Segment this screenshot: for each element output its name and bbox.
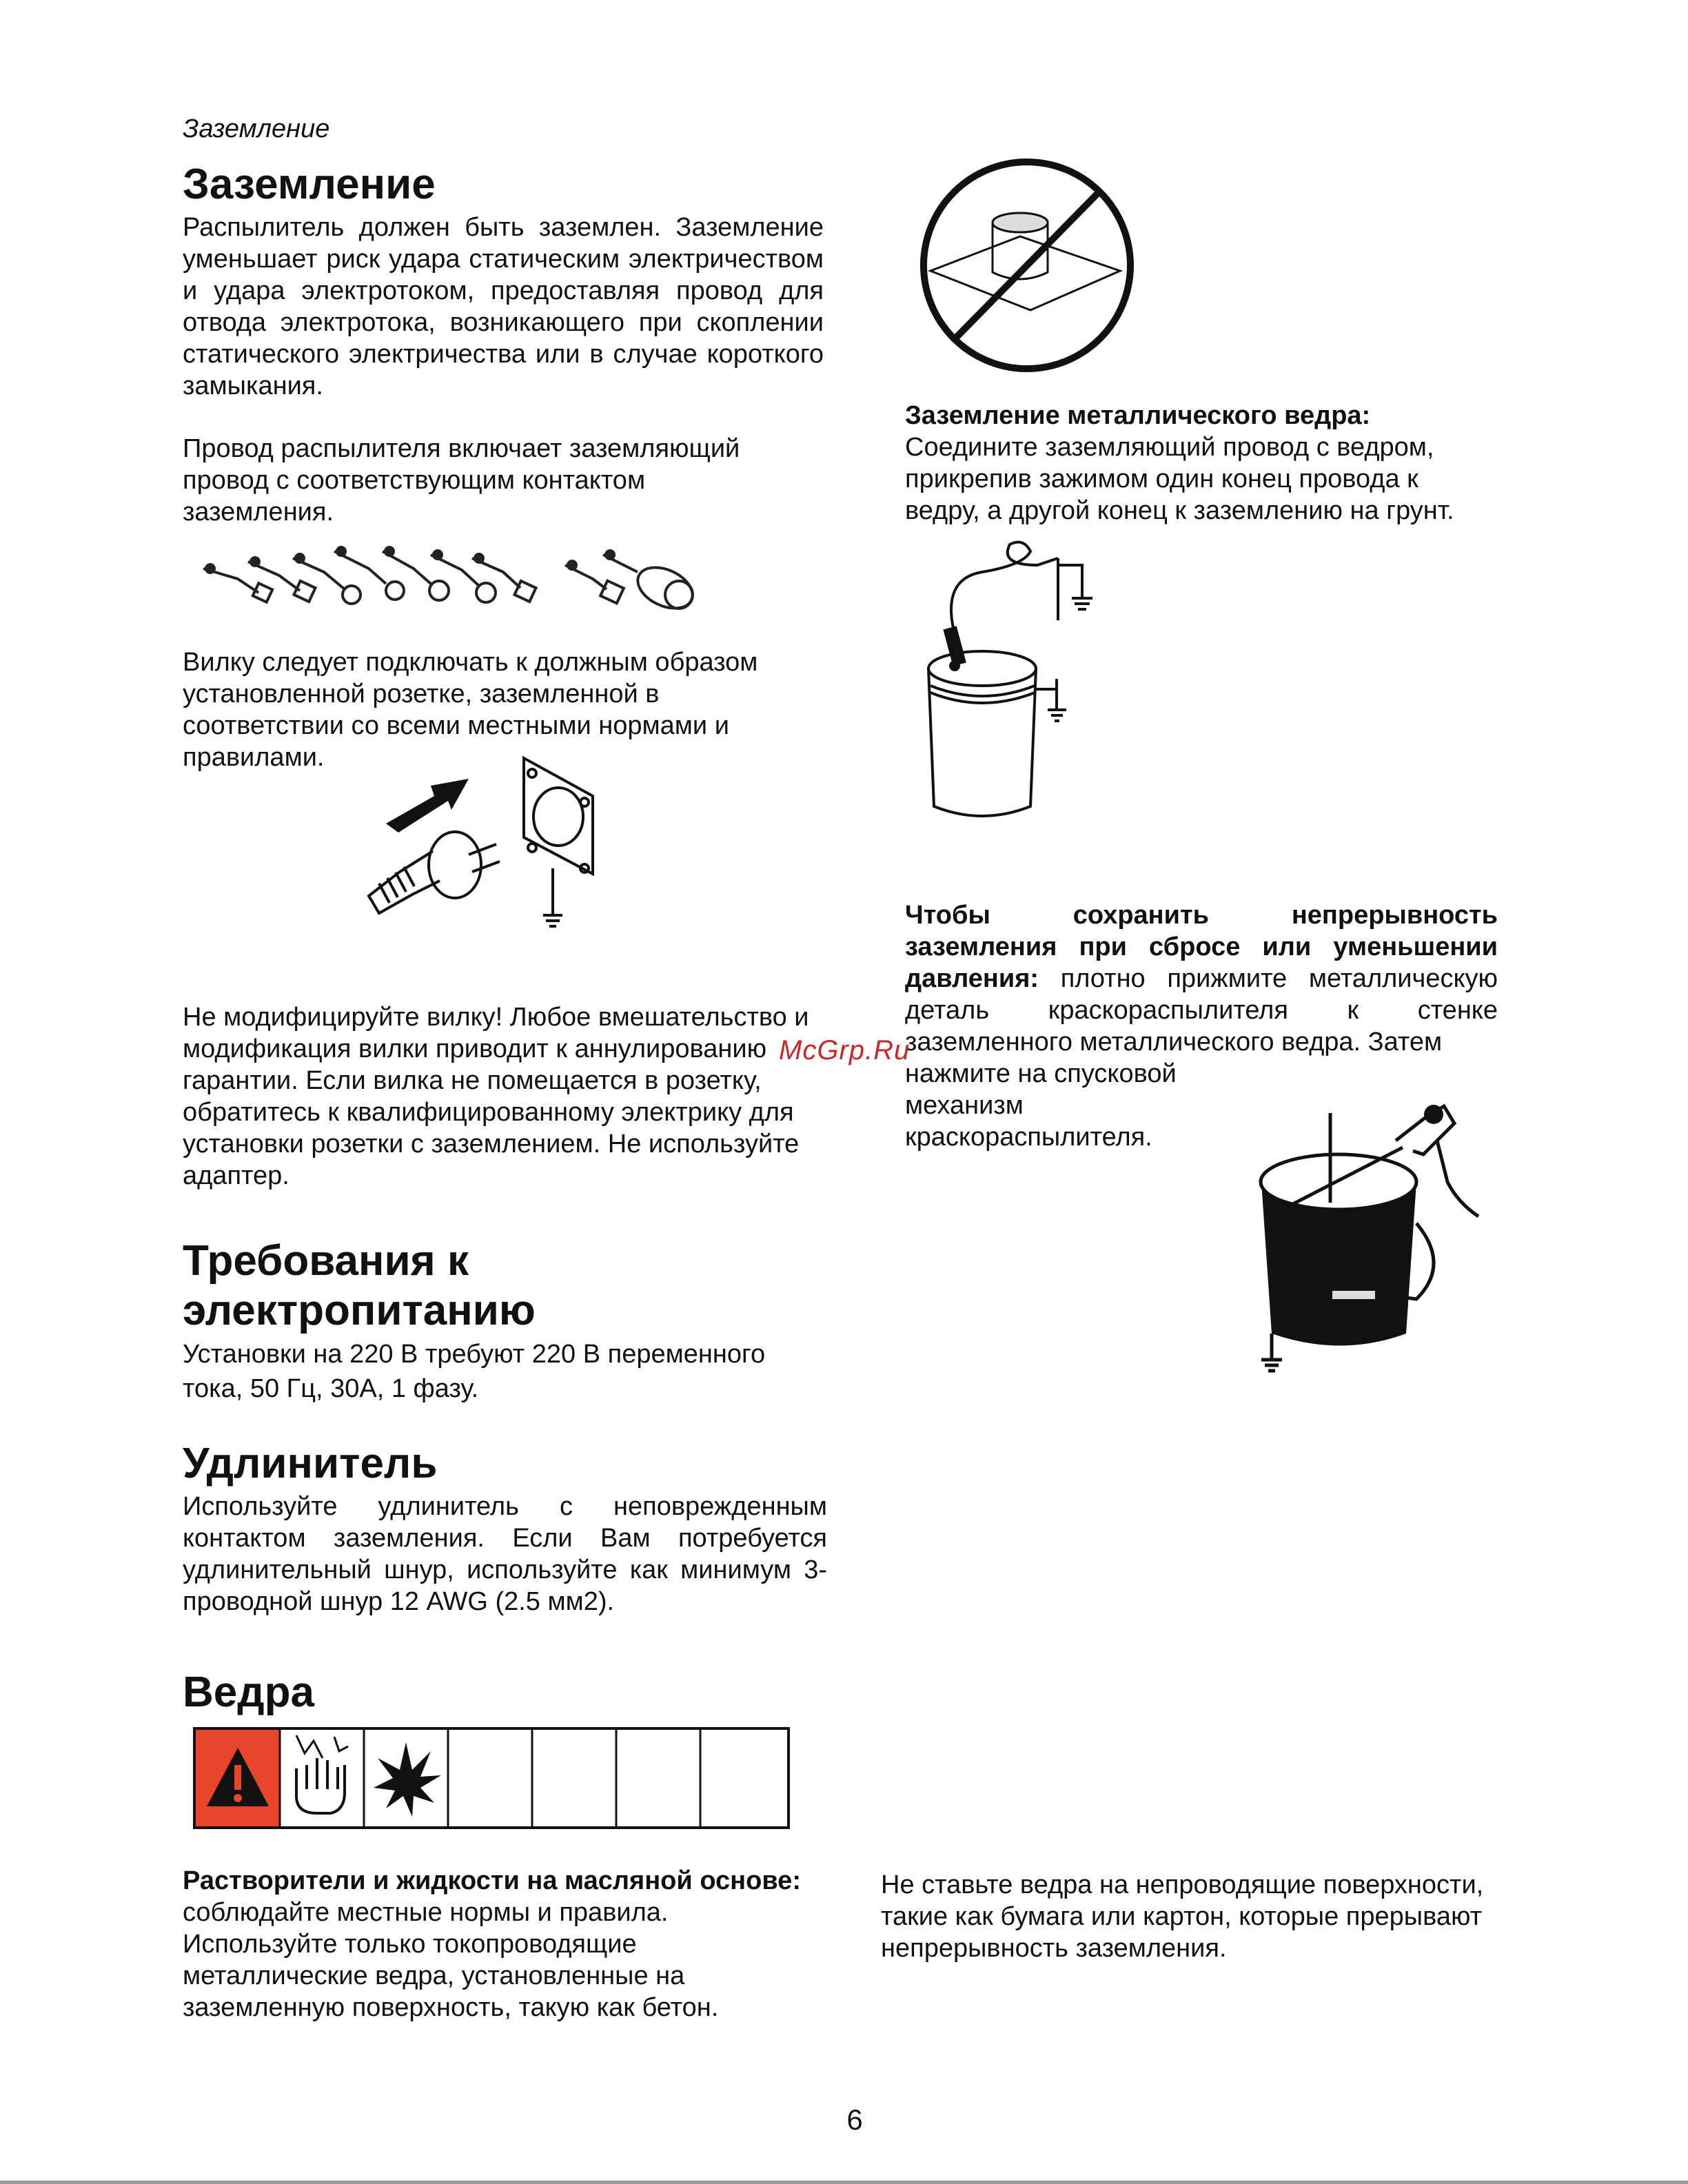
plugs-illustration xyxy=(196,541,700,617)
page-number: 6 xyxy=(846,2103,863,2136)
pressure-relief-line-d: краскораспылителя. xyxy=(905,1123,1152,1152)
plug-outlet-text: Вилку следует подключать к должным образом установленной розетке, заземленной в соответствии со всеми местными нормами и правилами. xyxy=(183,648,758,772)
grounding-cord: Провод распылителя включает заземляющий провод с соответствующим контактом заземления. xyxy=(183,434,740,527)
section-title-power-line1: Требования к xyxy=(183,1237,469,1285)
prohibited-surface-illustration xyxy=(917,155,1137,376)
pressure-relief-line-b: нажмите на спусковой xyxy=(905,1059,1177,1088)
pressure-relief-text xyxy=(905,899,1498,1058)
section-title-extension: Удлинитель xyxy=(183,1440,438,1487)
grounding-intro: Распылитель должен быть заземлен. Заземление уменьшает риск удара статическим электричеством и удара электротоком, предоставляя провод для отвода электротока, возникающего при скоплении статического электричества или в случае короткого замыкания. xyxy=(183,213,824,400)
metal-bucket-body: Соедините заземляющий провод с ведром, прикрепив зажимом один конец провода к ведру, а другой конец к заземлению на грунт. xyxy=(905,433,1454,525)
hazard-symbols-row xyxy=(193,1727,790,1830)
extension-text: Используйте удлинитель с неповрежденным контактом заземления. Если Вам потребуется удлинительный шнур, используйте как минимум 3-проводной шнур 12 AWG (2.5 мм2). xyxy=(183,1492,827,1616)
section-title-grounding: Заземление xyxy=(183,161,436,208)
plug-outlet-illustration xyxy=(358,758,600,937)
power-requirements-text: Установки на 220 В требуют 220 В переменного тока, 50 Гц, 30А, 1 фазу. xyxy=(183,1340,766,1403)
pressure-relief-line-c: механизм xyxy=(905,1091,1024,1120)
no-modify-warning: Не модифицируйте вилку! Любое вмешательство и модификация вилки приводит к аннулированию гарантии. Если вилка не помещается в розетку, обратитесь к квалифицированному электрику для установки розетки с заземлением. Не используйте адаптер. xyxy=(183,1003,809,1190)
watermark: McGrp.Ru xyxy=(779,1035,911,1065)
nonconductive-warning: Не ставьте ведра на непроводящие поверхности, такие как бумага или картон, которые прерывают непрерывность заземления. xyxy=(881,1870,1484,1963)
pressure-relief-bold: Чтобы сохранить непрерывность заземления при сбросе или уменьшении давления: xyxy=(905,901,1498,993)
spray-gun-bucket-illustration xyxy=(1258,1085,1485,1389)
solvents-text xyxy=(183,1865,803,2023)
section-title-power-line2: электропитанию xyxy=(183,1287,536,1334)
metal-bucket-text xyxy=(905,400,1498,527)
metal-bucket-bold: Заземление металлического ведра: xyxy=(905,401,1371,430)
grounded-bucket-illustration xyxy=(927,538,1175,834)
section-title-buckets: Ведра xyxy=(183,1668,314,1716)
bottom-divider xyxy=(0,2181,1688,2184)
pressure-relief-body: плотно прижмите металлическую деталь краскораспылителя к стенке заземленного металлического ведра. Затем xyxy=(905,964,1498,1057)
solvents-bold: Растворители и жидкости на масляной основе: xyxy=(183,1866,801,1895)
solvents-body: соблюдайте местные нормы и правила. Используйте только токопроводящие металлические ведра, установленные на заземленную поверхность, такую как бетон. xyxy=(183,1898,719,2022)
running-header: Заземление xyxy=(183,114,330,143)
